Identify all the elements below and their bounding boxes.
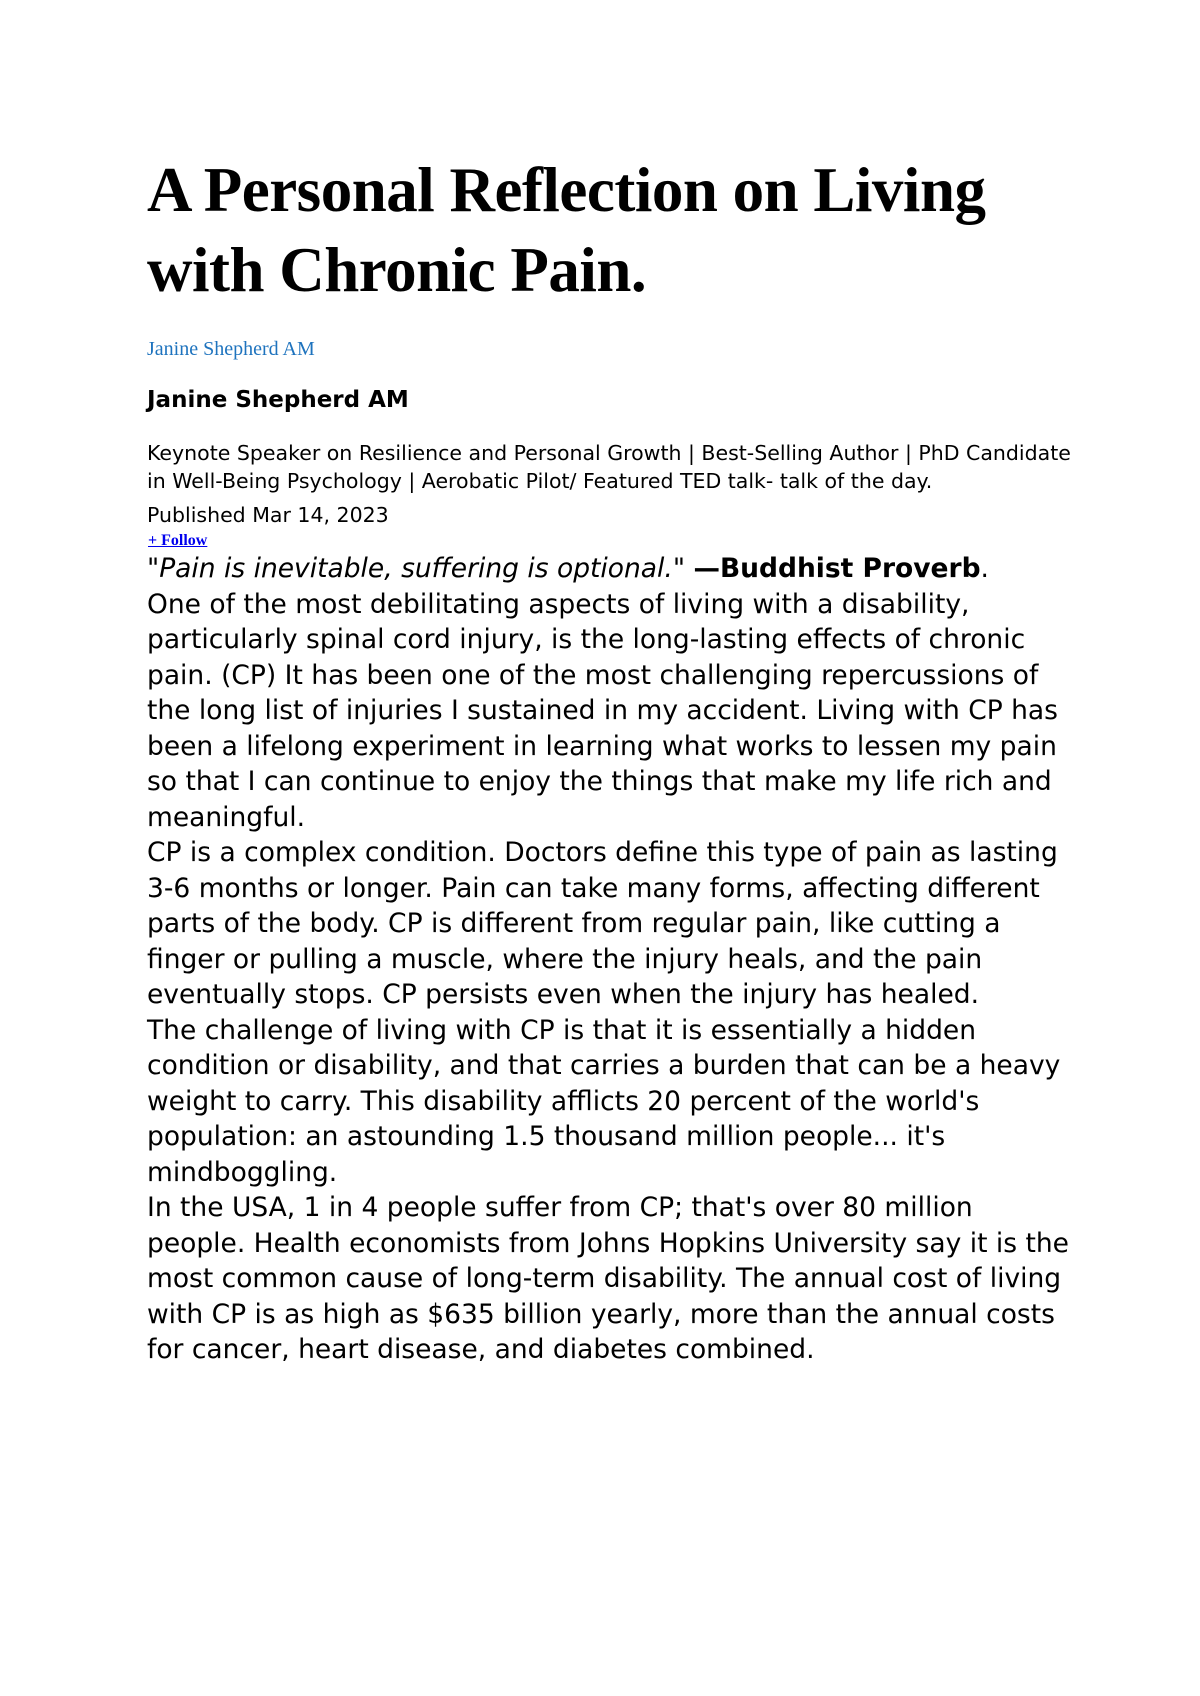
article: [147, 150, 1077, 1368]
author-name: Janine Shepherd AM: [147, 387, 409, 413]
article-title: A Personal Reflection on Living with Chronic Pain.: [147, 155, 986, 305]
body-paragraph: One of the most debilitating aspects of living with a disability, particularly spinal cord injury, is the long-lasting effects of chronic pain. (CP) It has been one of the most challenging repercussions of the long list of injuries I sustained in my accident. Living with CP has been a lifelong experiment in learning what works to lessen my pain so that I can continue to enjoy the things that make my life rich and meaningful.: [147, 588, 1058, 833]
quote-text: Pain is inevitable, suffering is optional.: [159, 553, 673, 584]
quote-source: —Buddhist Proverb: [693, 553, 981, 584]
follow-button[interactable]: + Follow: [148, 532, 208, 549]
quote: [147, 551, 1077, 587]
quote-open-mark: ": [147, 553, 160, 584]
quote-close-mark: ": [672, 553, 694, 584]
quote-end: .: [980, 553, 989, 584]
body-paragraph: The challenge of living with CP is that it is essentially a hidden condition or disability, and that carries a burden that can be a heavy weight to carry. This disability afflicts 20 percent of the world's population: an astounding 1.5 thousand million people... it's mindboggling.: [147, 1014, 1061, 1188]
author-link[interactable]: Janine Shepherd AM: [147, 338, 315, 360]
author-headline: Keynote Speaker on Resilience and Personal Growth | Best-Selling Author | PhD Candidate in Well-Being Psychology | Aerobatic Pilot/ Featured TED talk- talk of the day.: [147, 441, 1071, 493]
body-paragraph: In the USA, 1 in 4 people suffer from CP; that's over 80 million people. Health economists from Johns Hopkins University say it is the most common cause of long-term disability. The annual cost of living with CP is as high as $635 billion yearly, more than the annual costs for cancer, heart disease, and diabetes combined.: [147, 1192, 1069, 1365]
published-date: Published Mar 14, 2023: [147, 503, 389, 527]
article-body: [147, 551, 1077, 1368]
body-paragraph: CP is a complex condition. Doctors define this type of pain as lasting 3-6 months or longer. Pain can take many forms, affecting different parts of the body. CP is different from regular pain, like cutting a finger or pulling a muscle, where the injury heals, and the pain eventually stops. CP persists even when the injury has healed.: [147, 837, 1058, 1010]
